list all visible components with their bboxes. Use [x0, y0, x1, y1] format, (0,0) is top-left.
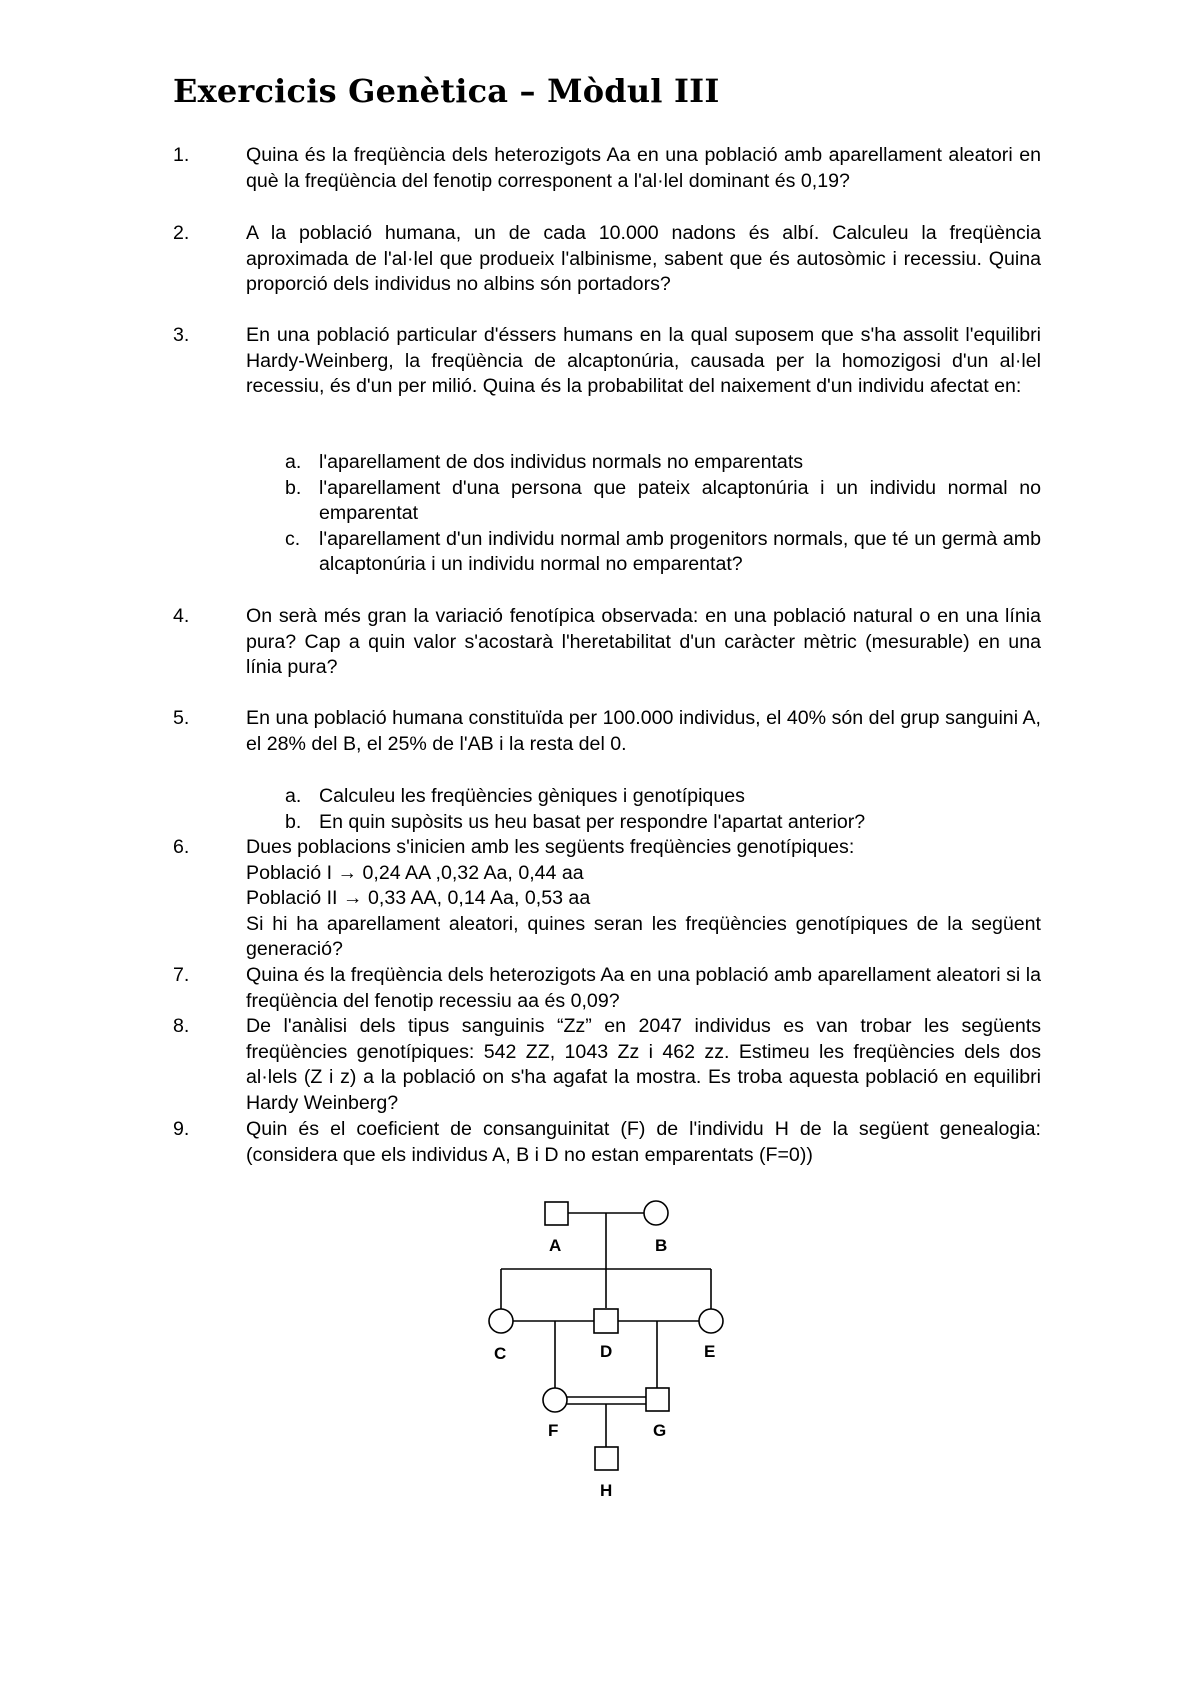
question-number: 9.: [173, 1118, 190, 1140]
subitem-letter: a.: [285, 451, 302, 473]
subitem-letter: a.: [285, 785, 302, 807]
question-text: De l'anàlisi dels tipus sanguinis “Zz” en 2047 individus es van trobar les següents freqüències genotípiques: 542 ZZ, 1043 Zz i 462 zz. Estimeu les freqüències dels dos al·lels (Z i z) a la població on s'ha agafat la mostra. Es troba aquesta població en equilibri Hardy Weinberg?: [246, 1015, 1041, 1114]
subitem-text: l'aparellament de dos individus normals no emparentats: [319, 451, 804, 473]
label-b: B: [655, 1236, 668, 1255]
question-line: Si hi ha aparellament aleatori, quines seran les freqüències genotípiques de la següent generació?: [246, 912, 1041, 961]
question-number: 8.: [173, 1015, 190, 1037]
label-c: C: [494, 1344, 507, 1363]
subitem-letter: b.: [285, 810, 302, 833]
question-line: Població II → 0,33 AA, 0,14 Aa, 0,53 aa: [246, 887, 591, 910]
subitem-text: l'aparellament d'un individu normal amb progenitors normals, que té un germà amb alcaptonúria i un individu normal no emparentat?: [319, 527, 1041, 576]
subitem-letter: c.: [285, 527, 301, 550]
question-text: Quina és la freqüència dels heterozigots Aa en una població amb aparellament aleatori en què la freqüència del fenotip corresponent a l'al·lel dominant és 0,19?: [246, 144, 1041, 192]
label-g: G: [653, 1421, 667, 1440]
individual-f-female-symbol: [543, 1388, 567, 1412]
label-h: H: [600, 1481, 613, 1500]
individual-e-female-symbol: [699, 1309, 723, 1333]
question-number: 7.: [173, 964, 190, 986]
subitem-text: l'aparellament d'una persona que pateix alcaptonúria i un individu normal no emparentat: [319, 476, 1041, 525]
individual-d-male-symbol: [594, 1309, 618, 1333]
individual-h-male-symbol: [595, 1447, 618, 1470]
individual-b-female-symbol: [644, 1201, 668, 1225]
subitem-letter: b.: [285, 476, 302, 499]
question-text: En una població humana constituïda per 100.000 individus, el 40% són del grup sanguini A, el 28% del B, el 25% de l'AB i la resta del 0.: [246, 707, 1041, 755]
question-text: On serà més gran la variació fenotípica observada: en una població natural o en una línia pura? Cap a quin valor s'acostarà l'heretabilitat d'un caràcter mètric (mesurable) en una línia pura?: [246, 605, 1041, 679]
question-number: 5.: [173, 707, 190, 729]
question-number: 6.: [173, 836, 190, 858]
label-e: E: [704, 1342, 716, 1361]
question-line: Dues poblacions s'inicien amb les següents freqüències genotípiques:: [246, 836, 855, 858]
label-f: F: [548, 1421, 559, 1440]
subitem-text: Calculeu les freqüències gèniques i genotípiques: [319, 785, 745, 807]
question-number: 2.: [173, 222, 190, 244]
label-d: D: [600, 1342, 613, 1361]
question-line: Població I → 0,24 AA ,0,32 Aa, 0,44 aa: [246, 861, 584, 884]
question-text: A la població humana, un de cada 10.000 nadons és albí. Calculeu la freqüència aproximada de l'al·lel que produeix l'albinisme, sabent que és autosòmic i recessiu. Quina proporció dels individus no albins són portadors?: [246, 222, 1041, 296]
individual-g-male-symbol: [646, 1388, 669, 1411]
question-number: 3.: [173, 324, 190, 346]
page-title: Exercicis Genètica – Mòdul III: [173, 72, 720, 110]
question-number: 4.: [173, 605, 190, 627]
question-text: Quin és el coeficient de consanguinitat (F) de l'individu H de la següent genealogia: (considera que els individus A, B i D no estan emparentats (F=0)): [246, 1118, 1041, 1166]
question-text: Quina és la freqüència dels heterozigots Aa en una població amb aparellament aleatori si la freqüència del fenotip recessiu aa és 0,09?: [246, 964, 1041, 1012]
individual-a-male-symbol: [545, 1202, 568, 1225]
individual-c-female-symbol: [489, 1309, 513, 1333]
question-text: En una població particular d'éssers humans en la qual suposem que s'ha assolit l'equilibri Hardy-Weinberg, la freqüència de alcaptonúria, causada per la homozigosi d'un al·lel recessiu, és d'un per milió. Quina és la probabilitat del naixement d'un individu afectat en:: [246, 324, 1041, 398]
question-number: 1.: [173, 144, 190, 166]
label-a: A: [549, 1236, 562, 1255]
subitem-text: En quin supòsits us heu basat per respondre l'apartat anterior?: [319, 810, 866, 833]
